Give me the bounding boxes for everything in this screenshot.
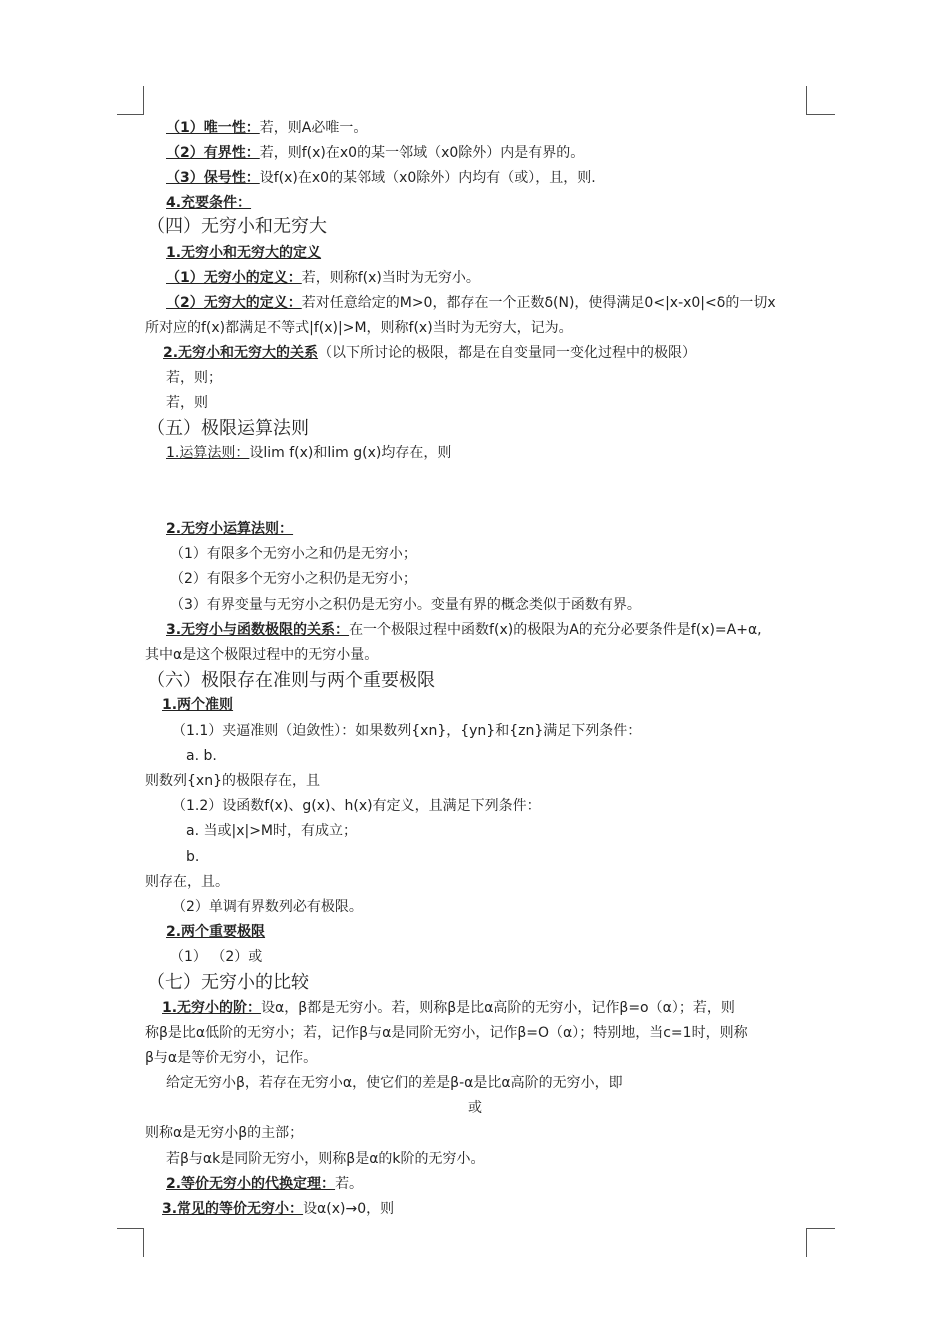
line-text: 设α，β都是无穷小。若，则称β是比α高阶的无穷小，记作β=o（α）；若，则 (261, 1000, 735, 1016)
line-lead: 2.两个重要极限 (166, 924, 266, 940)
corner-mark-top-right (806, 86, 835, 115)
line-lead: （2）无穷大的定义： (166, 295, 302, 311)
line-text: （3）有界变量与无穷小之积仍是无穷小。变量有界的概念类似于函数有界。 (170, 597, 641, 613)
text-line (166, 1150, 485, 1168)
line-lead: 1.两个准则 (162, 697, 234, 713)
heading-text: （六）极限存在准则与两个重要极限 (147, 670, 435, 691)
text-line (172, 722, 641, 740)
text-line (163, 344, 696, 362)
text-line (166, 923, 265, 941)
line-text: 设lim f(x)和lim g(x)均存在，则 (249, 445, 452, 461)
text-line (166, 144, 584, 162)
text-line (166, 394, 208, 412)
section-heading (147, 216, 327, 238)
text-line (145, 1124, 303, 1142)
line-lead: （3）保号性： (166, 170, 260, 186)
text-line (170, 545, 417, 563)
text-line (186, 848, 199, 866)
line-text: 其中α是这个极限过程中的无穷小量。 (145, 647, 379, 663)
text-line (166, 1175, 363, 1193)
line-text: 若，则； (166, 370, 222, 386)
text-line (166, 369, 222, 387)
heading-text: （七）无穷小的比较 (147, 972, 309, 993)
line-text: （1.1）夹逼准则（迫敛性）：如果数列{xn}，{yn}和{zn}满足下列条件： (172, 723, 642, 739)
line-text: 称β是比α低阶的无穷小；若，记作β与α是同阶无穷小，记作β=O（α）；特别地，当c=1时，则称 (145, 1025, 748, 1041)
line-text: 设f(x)在x0的某邻域（x0除外）内均有（或），且，则. (259, 170, 596, 186)
line-text: 若，则A必唯一。 (259, 120, 368, 136)
line-lead: （2）有界性： (166, 145, 260, 161)
text-line (162, 696, 233, 714)
text-line (162, 999, 735, 1017)
line-lead: 1.无穷小和无穷大的定义 (166, 245, 322, 261)
line-text: （2）有限多个无穷小之积仍是无穷小； (170, 571, 417, 587)
text-line (166, 169, 596, 187)
line-text: 给定无穷小β，若存在无穷小α，使它们的差是β-α是比α高阶的无穷小，即 (166, 1075, 623, 1091)
line-lead: 4.充要条件： (166, 195, 252, 211)
line-lead: 3.无穷小与函数极限的关系： (166, 622, 350, 638)
text-line (166, 444, 451, 462)
line-text: 若，则称f(x)当时为无穷小。 (301, 270, 480, 286)
text-line (145, 1049, 317, 1067)
line-text: 或 (468, 1100, 482, 1116)
line-text: （以下所讨论的极限，都是在自变量同一变化过程中的极限） (318, 345, 697, 361)
line-lead: （1）无穷小的定义： (166, 270, 302, 286)
section-heading (147, 670, 435, 692)
section-heading (147, 972, 309, 994)
line-lead: 3.常见的等价无穷小： (162, 1201, 304, 1217)
text-line (145, 772, 320, 790)
line-lead: （1）唯一性： (166, 120, 260, 136)
text-line (166, 1074, 623, 1092)
line-text: a. 当或|x|>M时，有成立； (186, 823, 358, 839)
line-text: 则存在，且。 (145, 874, 229, 890)
line-text: 若，则 (166, 395, 208, 411)
line-text: 若，则f(x)在x0的某一邻域（x0除外）内是有界的。 (259, 145, 585, 161)
line-text: 在一个极限过程中函数f(x)的极限为A的充分必要条件是f(x)=A+α, (349, 622, 762, 638)
text-line (166, 520, 293, 538)
line-text: β与α是等价无穷小，记作。 (145, 1050, 318, 1066)
heading-text: （五）极限运算法则 (147, 418, 309, 439)
text-line (166, 244, 321, 262)
line-text: 则数列{xn}的极限存在，且 (145, 773, 320, 789)
line-lead: 2.无穷小和无穷大的关系 (163, 345, 319, 361)
line-text: 则称α是无穷小β的主部； (145, 1125, 304, 1141)
text-line (170, 596, 641, 614)
line-lead: 2.等价无穷小的代换定理： (166, 1176, 336, 1192)
text-line (0, 1099, 950, 1117)
text-line (172, 898, 363, 916)
text-line (145, 646, 378, 664)
line-text: （1）有限多个无穷小之和仍是无穷小； (170, 546, 417, 562)
line-lead: 2.无穷小运算法则： (166, 521, 294, 537)
corner-mark-bottom-left (117, 1228, 144, 1257)
line-text: （1.2）设函数f(x)、g(x)、h(x)有定义，且满足下列条件： (172, 798, 541, 814)
text-line (162, 1200, 394, 1218)
text-line (166, 294, 776, 312)
line-text: （1） （2）或 (170, 949, 263, 965)
line-lead: 1.无穷小的阶： (162, 1000, 262, 1016)
line-text: 若β与αk是同阶无穷小，则称β是α的k阶的无穷小。 (166, 1151, 485, 1167)
line-text: （2）单调有界数列必有极限。 (172, 899, 363, 915)
line-text: a. b. (186, 748, 217, 764)
line-text: 设α(x)→0，则 (303, 1201, 395, 1217)
line-text: 若对任意给定的M>0，都存在一个正数δ(N)，使得满足0<|x-x0|<δ的一切x (301, 295, 776, 311)
text-line (166, 194, 251, 212)
line-text: 所对应的f(x)都满足不等式|f(x)|>M，则称f(x)当时为无穷大，记为。 (145, 320, 573, 336)
text-line (186, 747, 217, 765)
corner-mark-bottom-right (806, 1228, 835, 1257)
text-line (166, 269, 480, 287)
text-line (145, 1024, 748, 1042)
text-line (170, 948, 262, 966)
text-line (186, 822, 357, 840)
text-line (166, 621, 762, 639)
line-text: b. (186, 849, 200, 865)
heading-text: （四）无穷小和无穷大 (147, 216, 327, 237)
line-text: 若。 (335, 1176, 364, 1192)
line-lead: 1.运算法则： (166, 445, 250, 461)
section-heading (147, 418, 309, 440)
text-line (172, 797, 541, 815)
corner-mark-top-left (117, 86, 144, 115)
text-line (166, 119, 367, 137)
text-line (170, 570, 417, 588)
text-line (145, 873, 229, 891)
text-line (145, 319, 573, 337)
